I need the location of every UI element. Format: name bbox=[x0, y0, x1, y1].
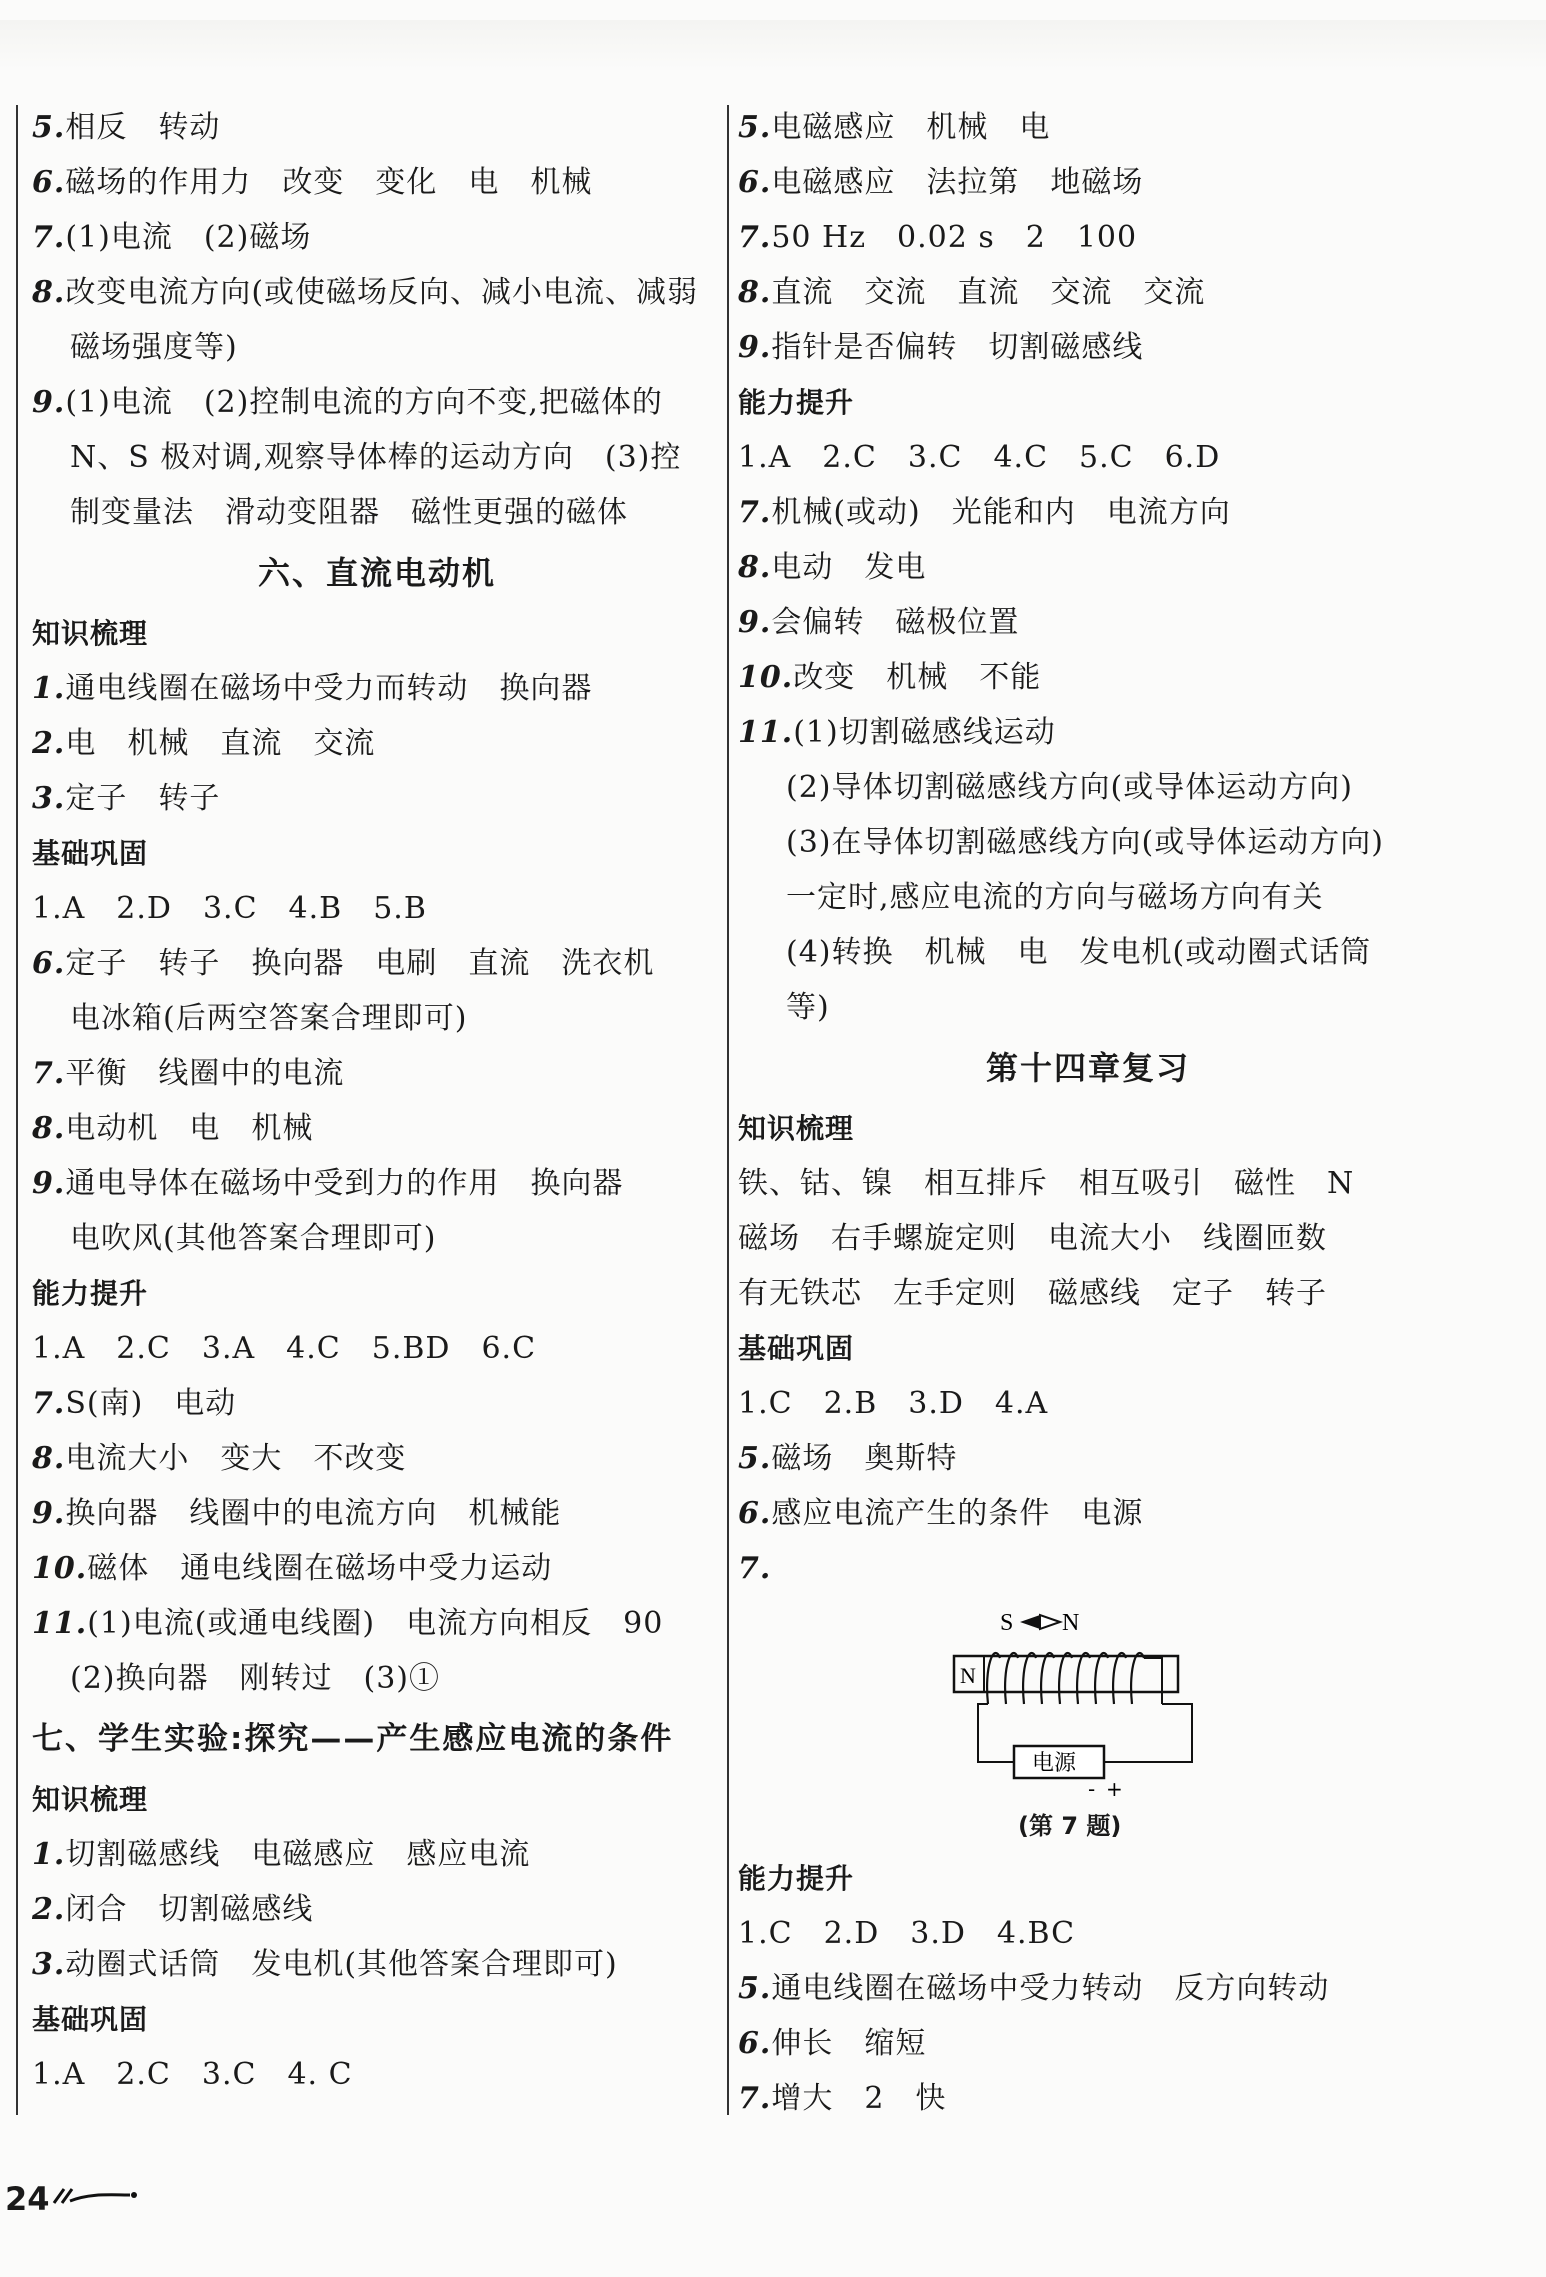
answer-line: 铁、钴、镍 相互排斥 相互吸引 磁性 N bbox=[738, 1166, 1355, 1201]
answer-line: (4)转换 机械 电 发电机(或动圈式话筒 bbox=[786, 935, 1372, 970]
answer-line: 1.A 2.C 3.A 4.C 5.BD 6.C bbox=[32, 1331, 537, 1366]
publisher-logo-icon bbox=[50, 2183, 140, 2207]
section-heading-chapter14-review: 第十四章复习 bbox=[985, 1049, 1190, 1087]
answer-line: 2.电 机械 直流 交流 bbox=[32, 726, 376, 761]
dc-motor-knowledge bbox=[32, 661, 722, 826]
subheading-knowledge: 知识梳理 bbox=[738, 1112, 855, 1145]
answer-line: 6.伸长 缩短 bbox=[738, 2026, 927, 2061]
answer-line: 磁场强度等) bbox=[70, 330, 238, 365]
top-edge-shade bbox=[0, 20, 1546, 70]
answer-line: 7. bbox=[738, 1551, 772, 1586]
compass-needle-left bbox=[1020, 1615, 1040, 1629]
subheading-ability: 能力提升 bbox=[32, 1277, 149, 1310]
answer-line: 磁场 右手螺旋定则 电流大小 线圈匝数 bbox=[738, 1221, 1327, 1256]
solenoid-diagram bbox=[948, 1596, 1228, 1806]
answer-line: 6.电磁感应 法拉第 地磁场 bbox=[738, 165, 1144, 200]
answer-line: 10.改变 机械 不能 bbox=[738, 660, 1042, 695]
answer-line: 1.C 2.D 3.D 4.BC bbox=[738, 1916, 1076, 1951]
answer-line: 6.磁场的作用力 改变 变化 电 机械 bbox=[32, 165, 593, 200]
subheading-basic: 基础巩固 bbox=[32, 2003, 149, 2036]
answer-line: 制变量法 滑动变阻器 磁性更强的磁体 bbox=[70, 495, 628, 530]
dc-motor-ability bbox=[32, 1321, 722, 1706]
answer-line: 8.电动 发电 bbox=[738, 550, 927, 585]
answer-line: 6.定子 转子 换向器 电刷 直流 洗衣机 bbox=[32, 946, 655, 981]
answer-line: 6.感应电流产生的条件 电源 bbox=[738, 1496, 1144, 1531]
solenoid-figure bbox=[738, 1596, 1438, 1851]
answer-line: 9.会偏转 磁极位置 bbox=[738, 605, 1020, 640]
subheading-knowledge: 知识梳理 bbox=[32, 1783, 149, 1816]
section5-answers bbox=[32, 100, 722, 540]
answer-line: 3.动圈式话筒 发电机(其他答案合理即可) bbox=[32, 1947, 618, 1982]
answer-line: 10.磁体 通电线圈在磁场中受力运动 bbox=[32, 1551, 553, 1586]
answer-line: 5.电磁感应 机械 电 bbox=[738, 110, 1051, 145]
answer-line: 1.A 2.D 3.C 4.B 5.B bbox=[32, 891, 427, 926]
review-basic bbox=[738, 1376, 1438, 1596]
figure-caption: (第 7 题) bbox=[1018, 1812, 1122, 1840]
answer-line: 3.定子 转子 bbox=[32, 781, 221, 816]
answer-line: 一定时,感应电流的方向与磁场方向有关 bbox=[786, 880, 1324, 915]
coil-windings bbox=[987, 1653, 1144, 1704]
induction-knowledge bbox=[32, 1827, 722, 1992]
answer-line: 1.A 2.C 3.C 4. C bbox=[32, 2057, 353, 2092]
section-heading-induction-experiment: 七、学生实验:探究——产生感应电流的条件 bbox=[32, 1721, 674, 1757]
subheading-basic: 基础巩固 bbox=[32, 837, 149, 870]
subheading-ability: 能力提升 bbox=[738, 386, 855, 419]
answer-line: 1.切割磁感线 电磁感应 感应电流 bbox=[32, 1837, 531, 1872]
compass-n-label: N bbox=[1062, 1610, 1080, 1636]
answer-line: 8.电动机 电 机械 bbox=[32, 1111, 314, 1146]
answer-line: 7.S(南) 电动 bbox=[32, 1386, 237, 1421]
section-heading-dc-motor: 六、直流电动机 bbox=[257, 554, 496, 592]
answer-line: 7.(1)电流 (2)磁场 bbox=[32, 220, 312, 255]
answer-line: 8.直流 交流 直流 交流 交流 bbox=[738, 275, 1206, 310]
review-ability bbox=[738, 1906, 1438, 2126]
answer-line: (2)导体切割磁感线方向(或导体运动方向) bbox=[786, 770, 1353, 805]
subheading-basic: 基础巩固 bbox=[738, 1332, 855, 1365]
answer-line: 1.A 2.C 3.C 4.C 5.C 6.D bbox=[738, 440, 1221, 475]
answer-line: 1.C 2.B 3.D 4.A bbox=[738, 1386, 1049, 1421]
answer-line: N、S 极对调,观察导体棒的运动方向 (3)控 bbox=[70, 440, 682, 475]
left-margin-rule bbox=[16, 105, 18, 2115]
subheading-knowledge: 知识梳理 bbox=[32, 617, 149, 650]
answer-line: 7.增大 2 快 bbox=[738, 2081, 947, 2116]
answer-line: 11.(1)电流(或通电线圈) 电流方向相反 90 bbox=[32, 1606, 664, 1641]
answer-line: 9.换向器 线圈中的电流方向 机械能 bbox=[32, 1496, 562, 1531]
answer-line: 7.50 Hz 0.02 s 2 100 bbox=[738, 220, 1138, 255]
power-source-label: 电源 bbox=[1032, 1751, 1077, 1776]
answer-line: 7.平衡 线圈中的电流 bbox=[32, 1056, 345, 1091]
answer-line: 5.相反 转动 bbox=[32, 110, 221, 145]
answer-line: 电冰箱(后两空答案合理即可) bbox=[70, 1001, 468, 1036]
answer-line: 等) bbox=[786, 990, 830, 1025]
answer-line: 11.(1)切割磁感线运动 bbox=[738, 715, 1056, 750]
answer-line: 8.改变电流方向(或使磁场反向、减小电流、减弱 bbox=[32, 275, 699, 310]
answer-line: 9.指针是否偏转 切割磁感线 bbox=[738, 330, 1144, 365]
induction-basic bbox=[32, 2047, 722, 2102]
answer-line: 9.(1)电流 (2)控制电流的方向不变,把磁体的 bbox=[32, 385, 663, 420]
answer-line: 1.通电线圈在磁场中受力而转动 换向器 bbox=[32, 671, 593, 706]
compass-s-label: S bbox=[1000, 1610, 1014, 1636]
dc-motor-basic bbox=[32, 881, 722, 1266]
answer-line: 5.磁场 奥斯特 bbox=[738, 1441, 958, 1476]
answer-line: 9.通电导体在磁场中受到力的作用 换向器 bbox=[32, 1166, 624, 1201]
left-column bbox=[32, 100, 722, 2102]
column-divider bbox=[727, 105, 729, 2115]
compass-needle-right bbox=[1040, 1615, 1060, 1629]
minus-terminal: - bbox=[1088, 1777, 1096, 1801]
pole-n-label: N bbox=[960, 1663, 976, 1688]
induction-ability bbox=[738, 430, 1438, 1035]
answer-line: 7.机械(或动) 光能和内 电流方向 bbox=[738, 495, 1231, 530]
induction-basic-continued bbox=[738, 100, 1438, 375]
answer-line: 2.闭合 切割磁感线 bbox=[32, 1892, 314, 1927]
answer-line: 有无铁芯 左手定则 磁感线 定子 转子 bbox=[738, 1276, 1327, 1311]
right-column bbox=[738, 100, 1438, 2126]
page-number: 24 bbox=[5, 2180, 50, 2218]
plus-terminal: + bbox=[1106, 1777, 1123, 1801]
left-wire bbox=[978, 1704, 1014, 1762]
answer-line: 8.电流大小 变大 不改变 bbox=[32, 1441, 407, 1476]
answer-line: (3)在导体切割磁感线方向(或导体运动方向) bbox=[786, 825, 1384, 860]
answer-line: 电吹风(其他答案合理即可) bbox=[70, 1221, 437, 1256]
subheading-ability: 能力提升 bbox=[738, 1862, 855, 1895]
answer-line: 5.通电线圈在磁场中受力转动 反方向转动 bbox=[738, 1971, 1330, 2006]
review-knowledge bbox=[738, 1156, 1438, 1321]
answer-line: (2)换向器 刚转过 (3)① bbox=[70, 1661, 440, 1696]
